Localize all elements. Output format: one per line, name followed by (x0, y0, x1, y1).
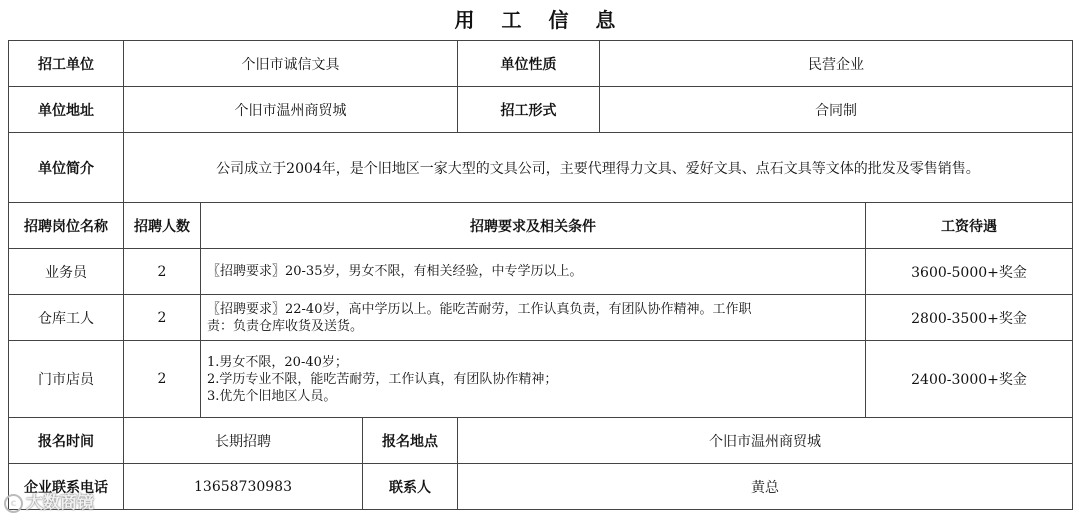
phone-label: 企业联系电话 (9, 464, 124, 510)
watermark-text: 大数商镜 (26, 493, 94, 513)
company-intro-label: 单位简介 (9, 133, 124, 203)
job-count-header: 招聘人数 (124, 203, 201, 249)
company-intro-row (9, 133, 1073, 203)
hiring-form-value: 合同制 (600, 87, 1073, 133)
hiring-form-label: 招工形式 (458, 87, 600, 133)
recruitment-table (8, 40, 1073, 510)
company-address-row (9, 87, 1073, 133)
table-row (9, 249, 1073, 295)
contact-label: 联系人 (363, 464, 458, 510)
company-nature-value: 民营企业 (600, 41, 1073, 87)
requirement-line: 3.优先个旧地区人员。 (207, 388, 337, 404)
phone-value: 13658730983 (124, 464, 363, 510)
requirement-line: 1.男女不限，20-40岁； (207, 354, 348, 370)
company-name-value: 个旧市诚信文具 (124, 41, 458, 87)
table-row (9, 341, 1073, 418)
job-requirements (201, 249, 866, 295)
job-title-header: 招聘岗位名称 (9, 203, 124, 249)
company-address-label: 单位地址 (9, 87, 124, 133)
jobs-header-row (9, 203, 1073, 249)
signup-place-value: 个旧市温州商贸城 (458, 418, 1073, 464)
requirement-line: 责：负责仓库收货及送货。 (207, 318, 364, 334)
company-nature-label: 单位性质 (458, 41, 600, 87)
job-title: 门市店员 (9, 341, 124, 418)
company-address-value: 个旧市温州商贸城 (124, 87, 458, 133)
contact-row (9, 464, 1073, 510)
signup-row (9, 418, 1073, 464)
company-name-label: 招工单位 (9, 41, 124, 87)
signup-time-label: 报名时间 (9, 418, 124, 464)
page-title: 用 工 信 息 (454, 8, 626, 32)
requirement-line: 〖招聘要求〗22-40岁，高中学历以上。能吃苦耐劳，工作认真负责，有团队协作精神。工作职 (207, 301, 752, 317)
requirement-line: 〖招聘要求〗20-35岁，男女不限，有相关经验，中专学历以上。 (207, 264, 583, 279)
job-title: 业务员 (9, 249, 124, 295)
job-requirements (201, 341, 866, 418)
job-count: 2 (124, 295, 201, 341)
job-count: 2 (124, 341, 201, 418)
job-salary-header: 工资待遇 (866, 203, 1073, 249)
signup-place-label: 报名地点 (363, 418, 458, 464)
requirement-line: 2.学历专业不限，能吃苦耐劳，工作认真，有团队协作精神； (207, 371, 558, 387)
job-requirements (201, 295, 866, 341)
job-salary: 3600-5000+奖金 (866, 249, 1073, 295)
watermark-logo-icon: c (4, 494, 23, 513)
job-count: 2 (124, 249, 201, 295)
job-salary: 2400-3000+奖金 (866, 341, 1073, 418)
job-salary: 2800-3500+奖金 (866, 295, 1073, 341)
company-name-row (9, 41, 1073, 87)
job-title: 仓库工人 (9, 295, 124, 341)
job-requirements-header: 招聘要求及相关条件 (201, 203, 866, 249)
table-row (9, 295, 1073, 341)
company-intro-value: 公司成立于2004年，是个旧地区一家大型的文具公司，主要代理得力文具、爱好文具、点石文具等文体的批发及零售销售。 (124, 133, 1073, 203)
contact-value: 黄总 (458, 464, 1073, 510)
signup-time-value: 长期招聘 (124, 418, 363, 464)
